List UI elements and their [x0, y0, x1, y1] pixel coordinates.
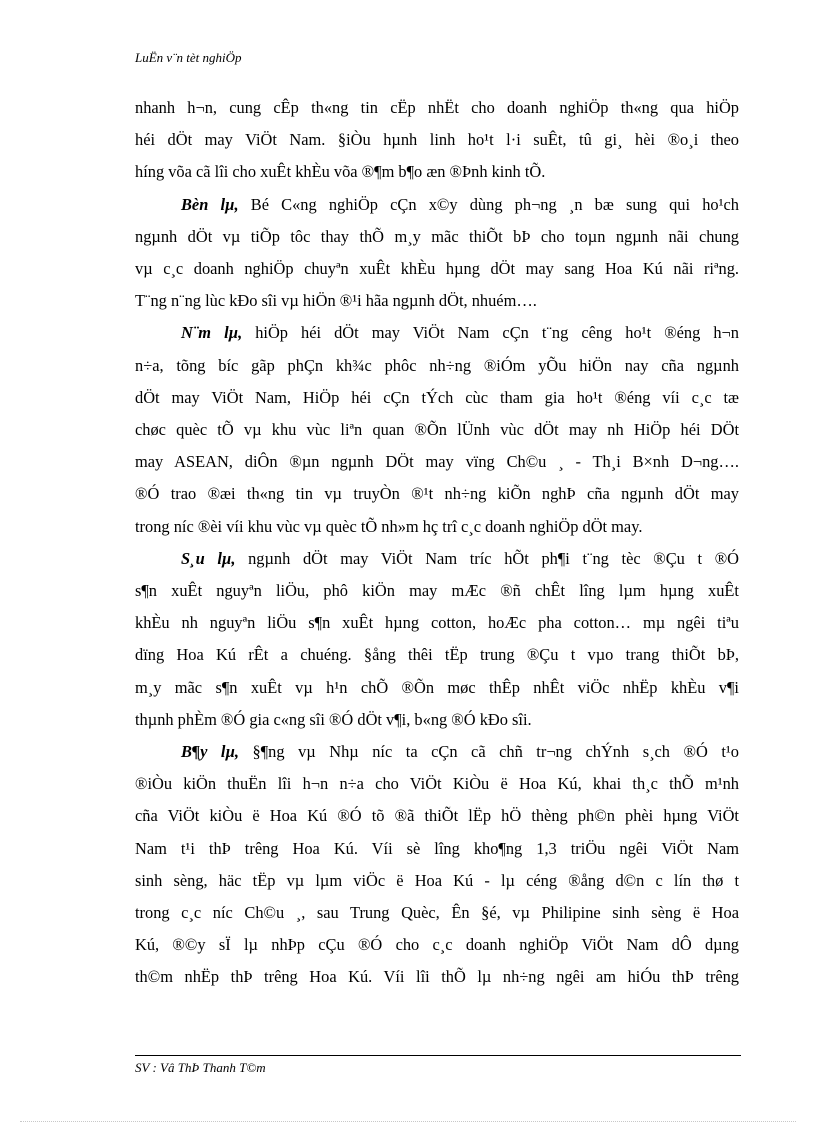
text-line: nhanh h¬n, cung cÊp th«ng tin cËp nhËt cho doanh nghiÖp th«ng qua hiÖp — [135, 98, 739, 117]
text-line: thµnh phÈm ®Ó gia c«ng sîi ®Ó dÖt v¶i, b«ng ®Ó kÐo sîi. — [135, 709, 532, 729]
text-line: dÖt may ViÖt Nam, HiÖp héi cÇn tÝch cùc tham gia ho¹t ®éng víi c¸c tæ — [135, 387, 739, 407]
text-line: cña ViÖt kiÒu ë Hoa Kú ®Ó tõ ®ã thiÕt lËp hÖ thèng ph©n phèi hµng ViÖt — [135, 806, 739, 826]
text-line: héi dÖt may ViÖt Nam. §iÒu hµnh linh ho¹t l·i suÊt, tû gi¸ hèi ®o¸i theo — [135, 130, 739, 150]
text-run: Bé C«ng nghiÖp cÇn x©y dùng ph¬ng ¸n bæ sung qui ho¹ch — [238, 194, 739, 214]
paragraph-lead: N¨m lµ, — [181, 323, 243, 343]
text-line: n÷a, tõng bíc gãp phÇn kh¾c phôc nh÷ng ®iÓm yÕu hiÖn nay cña ngµnh — [135, 355, 739, 375]
paragraph-2 — [135, 189, 739, 318]
footer-divider — [135, 1055, 741, 1056]
text-run: ngµnh dÖt may ViÖt Nam tríc hÕt ph¶i t¨ng tèc ®Çu t ®Ó — [235, 548, 739, 568]
text-line: m¸y mãc s¶n xuÊt vµ h¹n chÕ ®Õn møc thÊp nhÊt viÖc nhËp khÈu v¶i — [135, 677, 739, 697]
paragraph-4 — [135, 543, 739, 736]
text-line: híng võa cã lîi cho xuÊt khÈu võa ®¶m b¶o æn ®Þnh kinh tÕ. — [135, 162, 546, 182]
running-header: LuËn v¨n tèt nghiÖp — [135, 50, 242, 65]
text-line: vµ c¸c doanh nghiÖp chuyªn xuÊt khÈu hµng dÖt may sang Hoa Kú nãi riªng. — [135, 259, 739, 279]
text-line: may ASEAN, diÔn ®µn ngµnh DÖt may vïng Ch©u ¸ - Th¸i B×nh D¬ng…. — [135, 452, 739, 472]
text-line: s¶n xuÊt nguyªn liÖu, phô kiÖn may mÆc ®ñ chÊt lîng lµm hµng xuÊt — [135, 581, 739, 601]
text-line: trong c¸c níc Ch©u ¸, sau Trung Quèc, Ên §é, vµ Philipine sinh sèng ë Hoa — [135, 903, 739, 923]
text-run: §¶ng vµ Nhµ níc ta cÇn cã chñ tr¬ng chÝnh s¸ch ®Ó t¹o — [239, 742, 739, 762]
text-line: Nam t¹i thÞ trêng Hoa Kú. Víi sè lîng kho¶ng 1,3 triÖu ngêi ViÖt Nam — [135, 838, 739, 858]
text-line: ®iÒu kiÖn thuËn lîi h¬n n÷a cho ViÖt KiÒu ë Hoa Kú, khai th¸c thÕ m¹nh — [135, 774, 739, 794]
text-line — [135, 317, 739, 349]
text-line: ®Ó trao ®æi th«ng tin vµ truyÒn ®¹t nh÷ng kiÕn nghÞ cña ngµnh dÖt may — [135, 484, 739, 504]
text-line — [135, 189, 739, 221]
text-line: dïng Hoa Kú rÊt a chuéng. §ång thêi tËp trung ®Çu t vµo trang thiÕt bÞ, — [135, 645, 739, 665]
text-line — [135, 543, 739, 575]
paragraph-5 — [135, 736, 739, 994]
text-line: chøc quèc tÕ vµ khu vùc liªn quan ®Õn lÜnh vùc dÖt may nh HiÖp héi DÖt — [135, 420, 739, 440]
paragraph-lead: B¶y lµ, — [181, 742, 240, 762]
paragraph-3 — [135, 317, 739, 542]
running-footer: SV : Vâ ThÞ Thanh T©m — [135, 1060, 266, 1075]
text-line: sinh sèng, häc tËp vµ lµm viÖc ë Hoa Kú - lµ céng ®ång d©n c lín thø t — [135, 870, 739, 890]
text-line: th©m nhËp thÞ trêng Hoa Kú. Víi lîi thÕ lµ nh÷ng ngêi am hiÓu thÞ trêng — [135, 967, 739, 987]
text-line: khÈu nh nguyªn liÖu s¶n xuÊt hµng cotton, hoÆc pha cotton… mµ ngêi tiªu — [135, 613, 739, 633]
text-line: trong níc ®èi víi khu vùc vµ quèc tÕ nh»m hç trî c¸c doanh nghiÖp dÖt may. — [135, 516, 643, 536]
body-text — [135, 92, 739, 994]
text-line: T¨ng n¨ng lùc kÐo sîi vµ hiÖn ®¹i hãa ngµnh dÖt, nhuém…. — [135, 291, 537, 311]
paragraph-1 — [135, 92, 739, 189]
paragraph-lead: S¸u lµ, — [181, 548, 236, 568]
text-run: hiÖp héi dÖt may ViÖt Nam cÇn t¨ng cêng ho¹t ®éng h¬n — [242, 323, 739, 343]
page-bottom-border — [20, 1121, 796, 1122]
text-line — [135, 736, 739, 768]
paragraph-lead: Bèn lµ, — [181, 194, 239, 214]
text-line: Kú, ®©y sÏ lµ nhÞp cÇu ®Ó cho c¸c doanh nghiÖp ViÖt Nam dÔ dµng — [135, 935, 739, 955]
text-line: ngµnh dÖt vµ tiÕp tôc thay thÕ m¸y mãc thiÕt bÞ cho toµn ngµnh nãi chung — [135, 226, 739, 246]
